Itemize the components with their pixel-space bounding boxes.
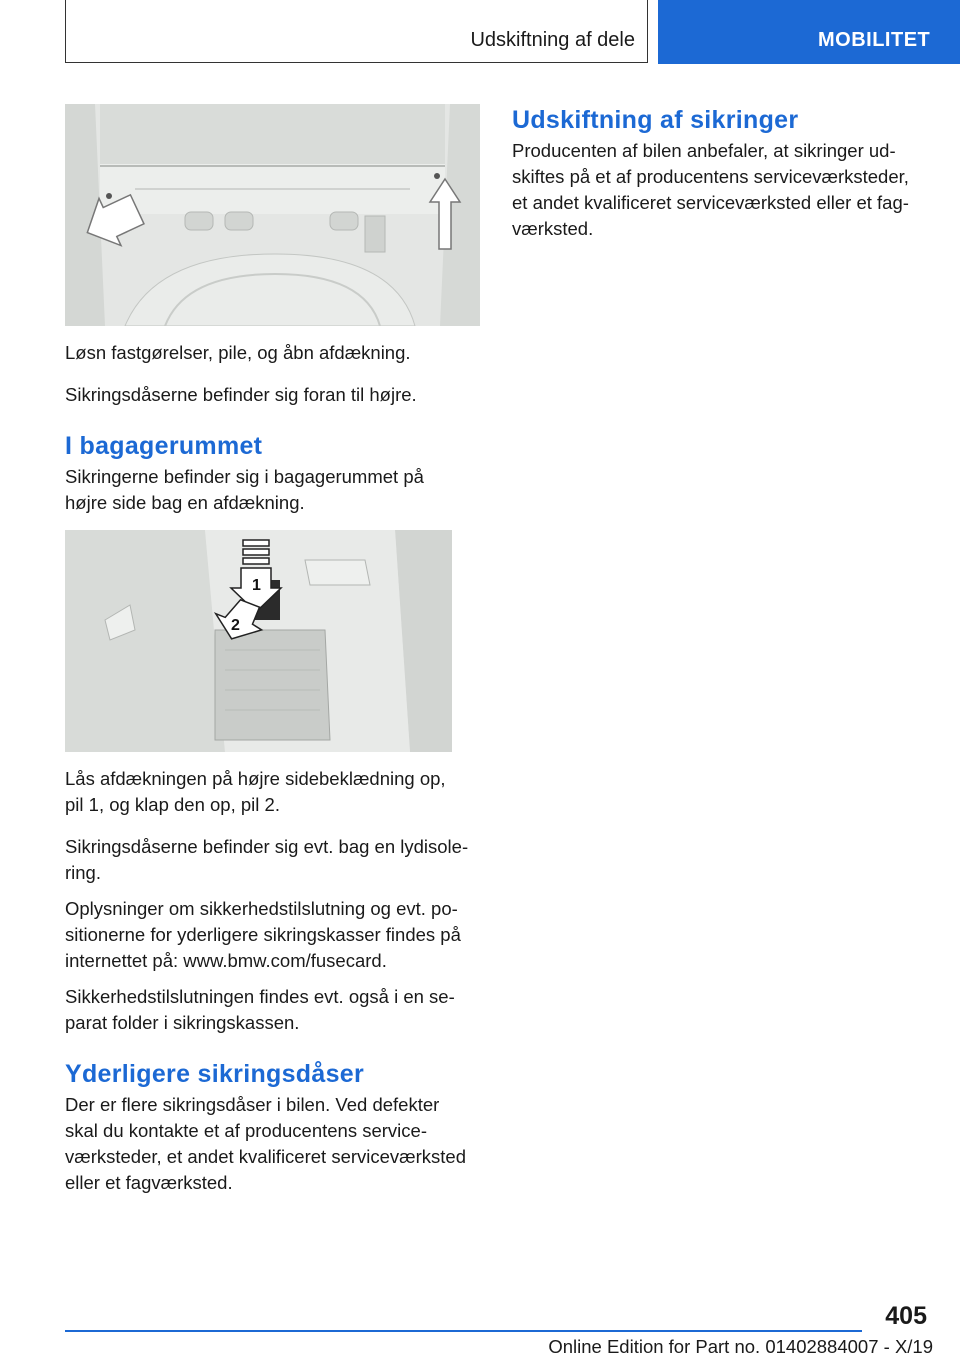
heading-luggage-compartment: I bagagerummet [65, 432, 263, 460]
right-column [512, 104, 932, 252]
paragraph-insulation: Sikringsdåserne befinder sig evt. bag en lydisole‐ ring. [65, 836, 469, 883]
figure-luggage-cover [65, 530, 452, 752]
edition-note: Online Edition for Part no. 01402884007 - X/19 [548, 1336, 933, 1357]
left-column [65, 104, 480, 1206]
paragraph-fuse-location: Sikringsdåserne befinder sig foran til højre. [65, 384, 417, 405]
page-number: 405 [885, 1302, 927, 1330]
figure2-caption: Lås afdækningen på højre sidebeklædning op, pil 1, og klap den op, pil 2. [65, 768, 446, 815]
section-title: Udskiftning af dele [470, 29, 635, 51]
paragraph-additional-fuse-boxes: Der er flere sikringsdåser i bilen. Ved defekter skal du kontakte et af producentens service‐ værksteder, et andet kvalificeret serviceværksted eller et fagværksted. [65, 1094, 466, 1193]
heading-replacing-fuses: Udskiftning af sikringer [512, 106, 799, 134]
footer-divider [65, 1330, 862, 1332]
arrow-2-label: 2 [231, 617, 240, 634]
paragraph-safety-connection: Sikkerhedstilslutningen findes evt. også i en se‐ parat folder i sikringskassen. [65, 986, 455, 1033]
chapter-tab [658, 0, 960, 64]
heading-additional-fuse-boxes: Yderligere sikringsdåser [65, 1060, 365, 1088]
arrow-1-label: 1 [252, 577, 261, 594]
paragraph-replacing-fuses: Producenten af bilen anbefaler, at sikringer ud‐ skiftes på et af producentens serviceværksteder, et andet kvalificeret serviceværksted eller et fag‐ værksted. [512, 140, 909, 239]
figure1-caption: Løsn fastgørelser, pile, og åbn afdækning. [65, 342, 411, 363]
paragraph-fusecard: Oplysninger om sikkerhedstilslutning og evt. po‐ sitionerne for yderligere sikringskasser findes på internettet på: www.bmw.com/fusecard. [65, 898, 461, 971]
running-header [65, 0, 648, 63]
paragraph-luggage: Sikringerne befinder sig i bagagerummet på højre side bag en afdækning. [65, 466, 424, 513]
figure-front-cover [65, 104, 480, 326]
chapter-tab-label: MOBILITET [818, 29, 931, 51]
